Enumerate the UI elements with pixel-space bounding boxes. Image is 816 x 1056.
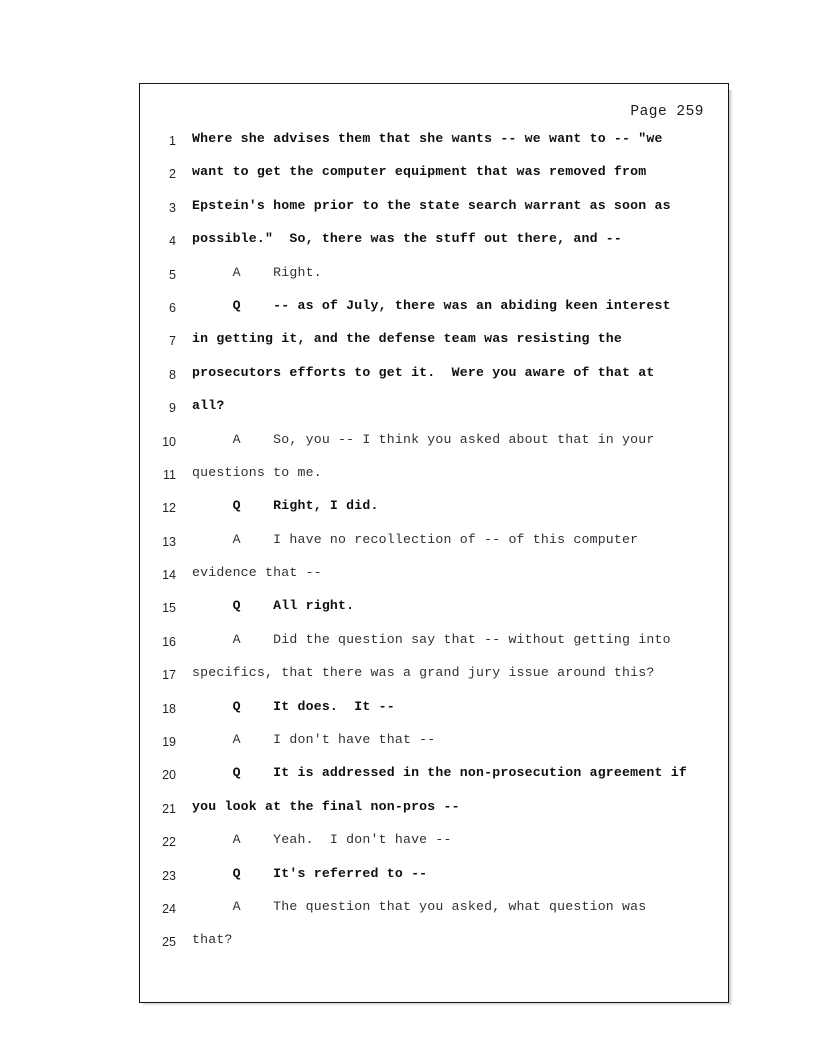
transcript-line — [140, 532, 728, 565]
transcript-page-content — [140, 84, 728, 1002]
transcript-line — [140, 665, 728, 698]
line-text: Q -- as of July, there was an abiding keen interest — [192, 297, 671, 313]
transcript-line — [140, 699, 728, 732]
line-number: 5 — [169, 267, 176, 282]
scan-edge-shadow-bottom — [143, 1003, 729, 1006]
transcript-line — [140, 932, 728, 965]
transcript-line — [140, 365, 728, 398]
line-text: A Yeah. I don't have -- — [192, 832, 452, 848]
line-text: all? — [192, 398, 225, 414]
line-text: Q Right, I did. — [192, 498, 379, 514]
line-text: A The question that you asked, what question was — [192, 898, 647, 914]
transcript-line — [140, 866, 728, 899]
transcript-line — [140, 432, 728, 465]
line-number: 22 — [162, 835, 176, 850]
transcript-line — [140, 565, 728, 598]
line-number: 15 — [162, 601, 176, 616]
transcript-line — [140, 331, 728, 364]
line-text: questions to me. — [192, 464, 322, 480]
line-number: 13 — [162, 534, 176, 549]
line-text: that? — [192, 932, 233, 948]
line-text: specifics, that there was a grand jury issue around this? — [192, 665, 655, 681]
line-number: 19 — [162, 735, 176, 750]
line-number: 21 — [162, 801, 176, 816]
transcript-line — [140, 832, 728, 865]
line-text: Q All right. — [192, 598, 355, 614]
line-text: Q It does. It -- — [192, 698, 395, 714]
line-text: A So, you -- I think you asked about that in your — [192, 431, 655, 447]
transcript-line — [140, 198, 728, 231]
line-number: 6 — [169, 300, 176, 315]
line-number: 17 — [162, 668, 176, 683]
line-text: prosecutors efforts to get it. Were you aware of that at — [192, 364, 655, 380]
line-number: 25 — [162, 935, 176, 950]
transcript-line — [140, 231, 728, 264]
transcript-line — [140, 899, 728, 932]
transcript-line — [140, 632, 728, 665]
transcript-line — [140, 131, 728, 164]
line-text: possible." So, there was the stuff out there, and -- — [192, 231, 623, 247]
line-text: in getting it, and the defense team was resisting the — [192, 331, 623, 347]
page-number-label: Page 259 — [630, 104, 704, 120]
line-number: 10 — [162, 434, 176, 449]
transcript-line — [140, 732, 728, 765]
line-text: Q It is addressed in the non-prosecution agreement if — [192, 765, 687, 781]
line-text: A Right. — [192, 264, 322, 280]
transcript-line — [140, 465, 728, 498]
line-text: Q It's referred to -- — [192, 865, 428, 881]
transcript-line — [140, 799, 728, 832]
transcript-line — [140, 598, 728, 631]
line-text: want to get the computer equipment that was removed from — [192, 164, 647, 180]
line-text: you look at the final non-pros -- — [192, 798, 460, 814]
line-number: 9 — [169, 401, 176, 416]
line-number: 3 — [169, 200, 176, 215]
line-number: 12 — [162, 501, 176, 516]
line-number: 1 — [169, 134, 176, 148]
line-number: 18 — [162, 701, 176, 716]
line-number: 20 — [162, 768, 176, 783]
line-text: A I have no recollection of -- of this computer — [192, 531, 639, 547]
transcript-lines — [140, 131, 728, 966]
line-number: 7 — [169, 334, 176, 349]
line-text: A Did the question say that -- without getting into — [192, 631, 671, 647]
transcript-line — [140, 498, 728, 531]
transcript-line — [140, 298, 728, 331]
line-number: 24 — [162, 901, 176, 916]
line-number: 14 — [162, 568, 176, 583]
line-number: 2 — [169, 167, 176, 182]
line-number: 23 — [162, 868, 176, 883]
scan-edge-shadow-right — [729, 90, 733, 1005]
line-number: 16 — [162, 634, 176, 649]
transcript-line — [140, 398, 728, 431]
line-text: evidence that -- — [192, 565, 322, 581]
line-number: 11 — [163, 467, 176, 482]
transcript-line — [140, 164, 728, 197]
line-text: Epstein's home prior to the state search warrant as soon as — [192, 197, 671, 213]
line-number: 8 — [169, 367, 176, 382]
line-number: 4 — [169, 234, 176, 249]
transcript-line — [140, 265, 728, 298]
transcript-page-border — [139, 83, 729, 1003]
line-text: A I don't have that -- — [192, 732, 436, 748]
transcript-line — [140, 765, 728, 798]
line-text: Where she advises them that she wants -- we want to -- "we — [192, 131, 663, 146]
